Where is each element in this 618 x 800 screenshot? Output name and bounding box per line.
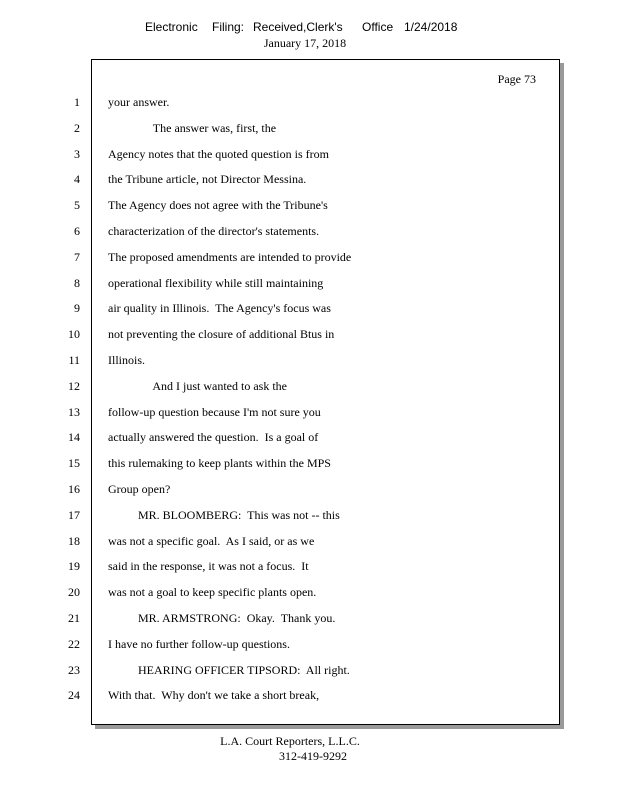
line-text: Agency notes that the quoted question is from [108, 146, 329, 161]
transcript-line [0, 583, 618, 601]
line-number: 20 [68, 585, 80, 600]
line-text: The Agency does not agree with the Tribune's [108, 198, 328, 213]
court-reporter-phone: 312-419-9292 [279, 749, 347, 763]
stamp-word-electronic: Electronic [145, 20, 198, 34]
line-number: 6 [74, 224, 80, 238]
transcript-line [0, 274, 618, 292]
line-number: 22 [68, 636, 80, 651]
line-number: 3 [74, 146, 80, 161]
line-text: Illinois. [108, 353, 146, 367]
transcript-line [0, 222, 618, 240]
transcript-line [0, 196, 618, 214]
line-number: 4 [74, 172, 80, 187]
transcript-line [0, 403, 618, 421]
line-number: 9 [74, 301, 80, 316]
line-number: 13 [68, 404, 80, 419]
transcript-line [0, 609, 618, 627]
line-text: I have no further follow-up questions. [108, 636, 290, 651]
stamp-word-received: Received,Clerk's [253, 20, 343, 34]
line-text: operational flexibility while still maintaining [108, 275, 324, 290]
transcript-line [0, 119, 618, 137]
line-number: 21 [68, 611, 80, 625]
line-number: 12 [68, 378, 80, 393]
line-text: The answer was, first, the [108, 120, 277, 135]
line-number: 7 [74, 249, 80, 264]
transcript-line [0, 557, 618, 575]
line-text: MR. BLOOMBERG: This was not -- this [108, 507, 340, 522]
line-text: air quality in Illinois. The Agency's focus was [108, 301, 331, 316]
line-number: 23 [68, 662, 80, 677]
line-number: 15 [68, 456, 80, 471]
transcript-line [0, 661, 618, 679]
hearing-date: January 17, 2018 [263, 36, 347, 50]
line-text: your answer. [108, 95, 170, 109]
line-text: The proposed amendments are intended to provide [108, 249, 352, 264]
page-number: Page 73 [497, 72, 536, 86]
transcript-line [0, 532, 618, 550]
transcript-line [0, 145, 618, 163]
transcript-line [0, 325, 618, 343]
line-number: 5 [74, 198, 80, 213]
line-text: not preventing the closure of additional Btus in [108, 327, 335, 342]
line-text: the Tribune article, not Director Messina. [108, 172, 307, 187]
line-text: this rulemaking to keep plants within the MPS [108, 456, 331, 471]
transcript-line [0, 299, 618, 317]
stamp-word-filing: Filing: [212, 20, 245, 34]
line-text: follow-up question because I'm not sure you [108, 404, 321, 419]
line-number: 19 [68, 559, 80, 574]
transcript-line [0, 506, 618, 524]
line-number: 8 [74, 275, 80, 290]
transcript-line [0, 248, 618, 266]
transcript-line [0, 635, 618, 653]
line-number: 2 [74, 120, 80, 135]
transcript-line [0, 686, 618, 704]
line-text: was not a specific goal. As I said, or as we [108, 533, 315, 548]
line-number: 17 [68, 507, 80, 522]
transcript-line [0, 428, 618, 446]
transcript-line [0, 170, 618, 188]
stamp-word-office: Office [362, 20, 394, 34]
transcript-line [0, 454, 618, 472]
transcript-line [0, 351, 618, 369]
line-text: actually answered the question. Is a goal of [108, 430, 319, 445]
line-number: 1 [74, 95, 80, 109]
line-text: MR. ARMSTRONG: Okay. Thank you. [108, 611, 336, 625]
transcript-line [0, 93, 618, 111]
stamp-date: 1/24/2018 [404, 20, 458, 34]
line-text: was not a goal to keep specific plants open. [108, 585, 317, 600]
transcript-line [0, 480, 618, 498]
line-number: 10 [68, 327, 80, 342]
line-text: And I just wanted to ask the [108, 378, 287, 393]
line-text: With that. Why don't we take a short break, [108, 688, 320, 703]
line-text: characterization of the director's statements. [108, 224, 320, 238]
filing-stamp [0, 20, 618, 36]
line-text: said in the response, it was not a focus. It [108, 559, 309, 574]
transcript-line [0, 377, 618, 395]
line-number: 18 [68, 533, 80, 548]
line-number: 16 [68, 482, 80, 496]
line-text: Group open? [108, 482, 171, 496]
line-number: 11 [68, 353, 80, 367]
line-number: 24 [68, 688, 80, 703]
court-reporter-name: L.A. Court Reporters, L.L.C. [220, 734, 360, 748]
line-number: 14 [68, 430, 80, 445]
line-text: HEARING OFFICER TIPSORD: All right. [108, 662, 350, 677]
